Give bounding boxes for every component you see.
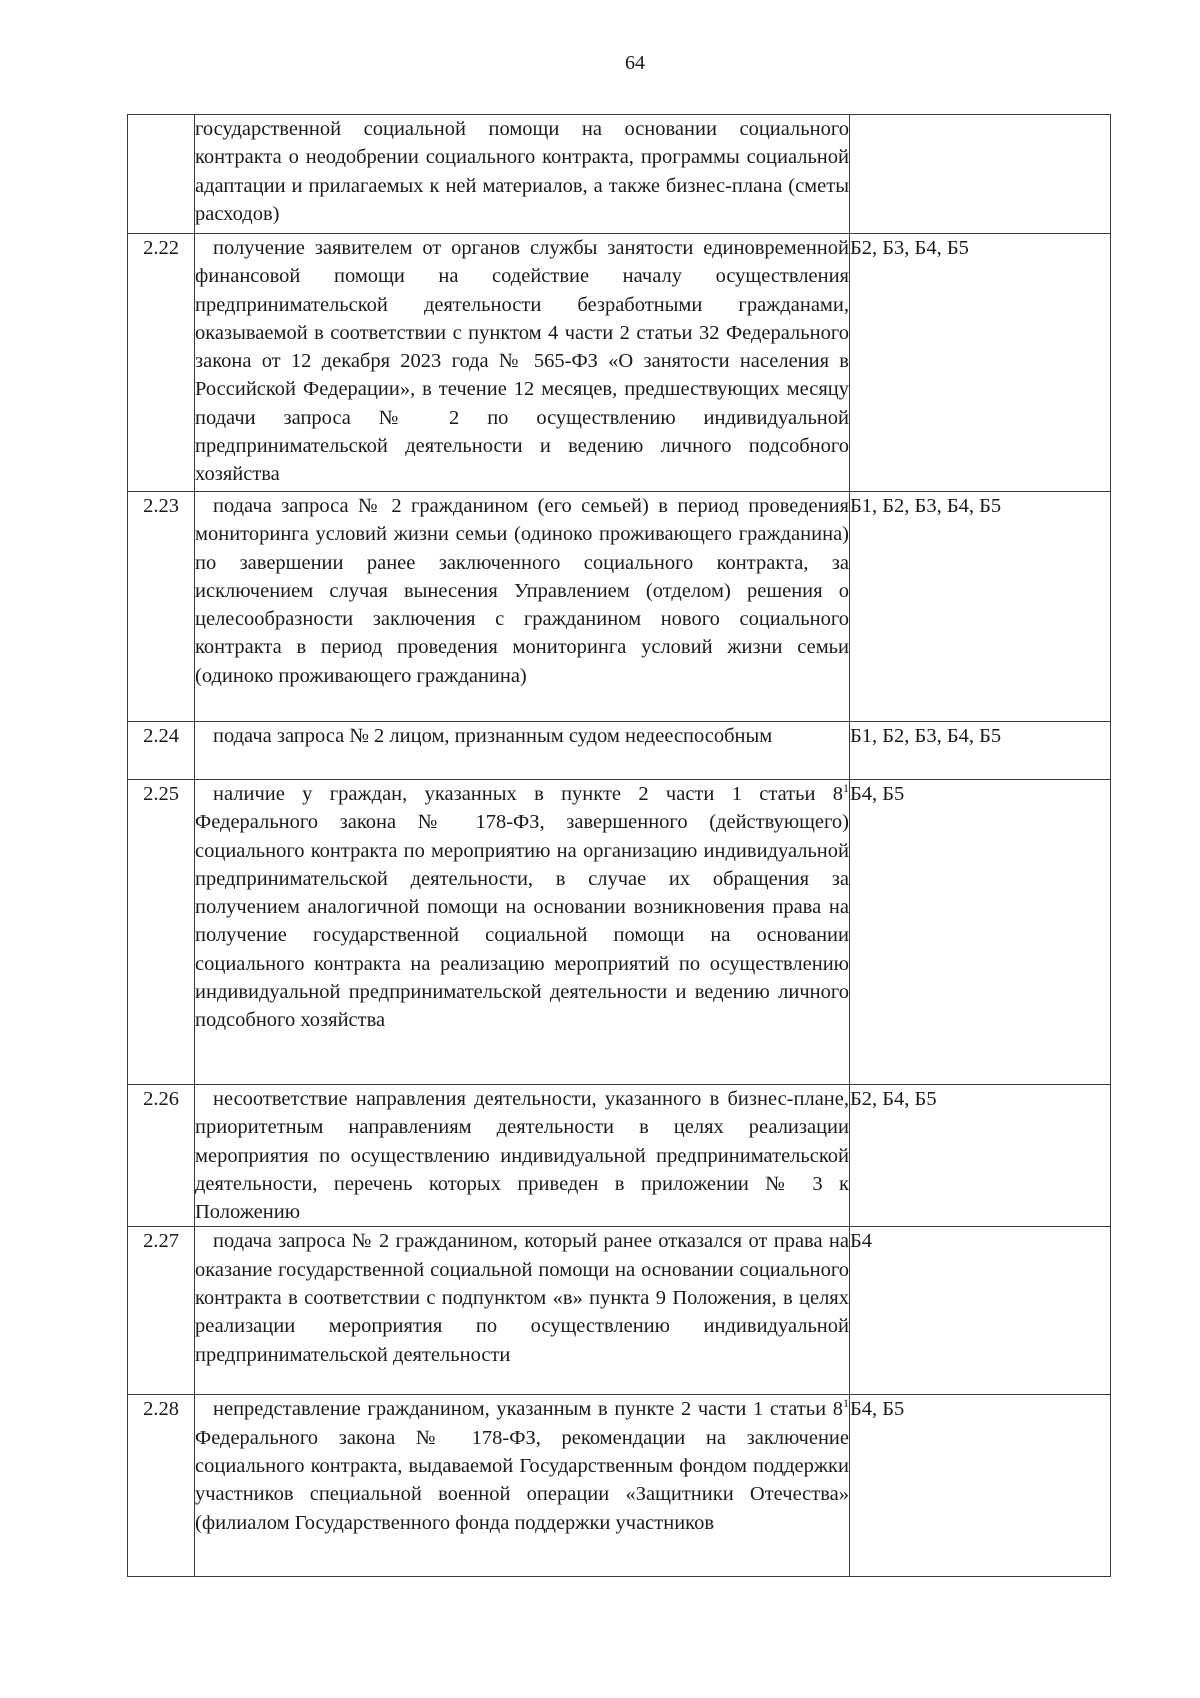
text-segment: Федерального закона № 178-ФЗ, рекомендации на заключение социального контракта, выдаваемой Государственным фондом поддержки участников специальной военной операции «Защитники Отечества» (филиалом Государственного фонда поддержки участников (195, 1426, 849, 1534)
codes-cell: Б4 (850, 1227, 1111, 1395)
row-number-cell: 2.23 (128, 492, 195, 722)
ground-description-text (195, 1395, 849, 1536)
table-row (128, 780, 1111, 1085)
codes-cell: Б2, Б4, Б5 (850, 1085, 1111, 1227)
ground-description-cell (195, 1085, 850, 1227)
text-segment: наличие у граждан, указанных в пункте 2 части 1 статьи 8 (213, 783, 843, 805)
row-number-cell: 2.25 (128, 780, 195, 1085)
ground-description-cell (195, 780, 850, 1085)
codes-cell: Б4, Б5 (850, 780, 1111, 1085)
table-row (128, 1085, 1111, 1227)
table-row (128, 722, 1111, 780)
row-number-cell: 2.28 (128, 1395, 195, 1577)
codes-cell: Б1, Б2, Б3, Б4, Б5 (850, 722, 1111, 780)
ground-description-cell (195, 234, 850, 492)
codes-cell (850, 115, 1111, 234)
row-number-cell: 2.26 (128, 1085, 195, 1227)
text-segment: Федерального закона № 178-ФЗ, завершенного (действующего) социального контракта по мероприятию на организацию индивидуальной предпринимательской деятельности, в случае их обращения за получением аналогичной помощи на основании возникновения права на получение государственной социальной помощи на основании социального контракта на реализацию мероприятий по осуществлению индивидуальной предпринимательской деятельности и ведению личного подсобного хозяйства (195, 811, 849, 1032)
ground-description-cell (195, 115, 850, 234)
codes-cell: Б4, Б5 (850, 1395, 1111, 1577)
row-number-cell (128, 115, 195, 234)
ground-description-cell (195, 1227, 850, 1395)
ground-description-cell (195, 492, 850, 722)
row-number-cell: 2.22 (128, 234, 195, 492)
ground-description-text: несоответствие направления деятельности, указанного в бизнес-плане, приоритетным направлениям деятельности в целях реализации мероприятия по осуществлению индивидуальной предпринимательской деятельности, перечень которых приведен в приложении № 3 к Положению (195, 1088, 849, 1224)
row-number-cell: 2.24 (128, 722, 195, 780)
ground-description-text: подача запроса № 2 лицом, признанным судом недееспособным (213, 725, 773, 747)
table-row (128, 1395, 1111, 1577)
ground-description-text: подача запроса № 2 гражданином, который ранее отказался от права на оказание государственной социальной помощи на основании социального контракта в соответствии с подпунктом «в» пункта 9 Положения, в целях реализации мероприятия по осуществлению индивидуальной предпринимательской деятельности (195, 1230, 849, 1366)
ground-description-text: государственной социальной помощи на основании социального контракта о неодобрении социального контракта, программы социальной адаптации и прилагаемых к ней материалов, а также бизнес-плана (сметы расходов) (195, 118, 849, 225)
table-row (128, 234, 1111, 492)
superscript-marker: 1 (843, 1396, 849, 1411)
ground-description-cell (195, 1395, 850, 1577)
row-number-cell: 2.27 (128, 1227, 195, 1395)
codes-cell: Б1, Б2, Б3, Б4, Б5 (850, 492, 1111, 722)
ground-description-text: подача запроса № 2 гражданином (его семьей) в период проведения мониторинга условий жизни семьи (одиноко проживающего гражданина) по завершении ранее заключенного социального контракта, за исключением случая вынесения Управлением (отделом) решения о целесообразности заключения с гражданином нового социального контракта в период проведения мониторинга условий жизни семьи (одиноко проживающего гражданина) (195, 495, 849, 687)
table-row (128, 492, 1111, 722)
text-segment: непредставление гражданином, указанным в пункте 2 части 1 статьи 8 (213, 1398, 843, 1421)
ground-description-text: получение заявителем от органов службы занятости единовременной финансовой помощи на содействие началу осуществления предпринимательской деятельности безработными гражданами, оказываемой в соответствии с пунктом 4 части 2 статьи 32 Федерального закона от 12 декабря 2023 года № 565-ФЗ «О занятости населения в Российской Федерации», в течение 12 месяцев, предшествующих месяцу подачи запроса № 2 по осуществлению индивидуальной предпринимательской деятельности и ведению личного подсобного хозяйства (195, 237, 849, 486)
codes-cell: Б2, Б3, Б4, Б5 (850, 234, 1111, 492)
ground-description-cell (195, 722, 850, 780)
ground-description-text (195, 780, 849, 1035)
refusal-grounds-table (127, 114, 1111, 1577)
page-number: 64 (625, 52, 645, 74)
table-row (128, 115, 1111, 234)
table-row (128, 1227, 1111, 1395)
superscript-marker: 1 (843, 781, 849, 796)
